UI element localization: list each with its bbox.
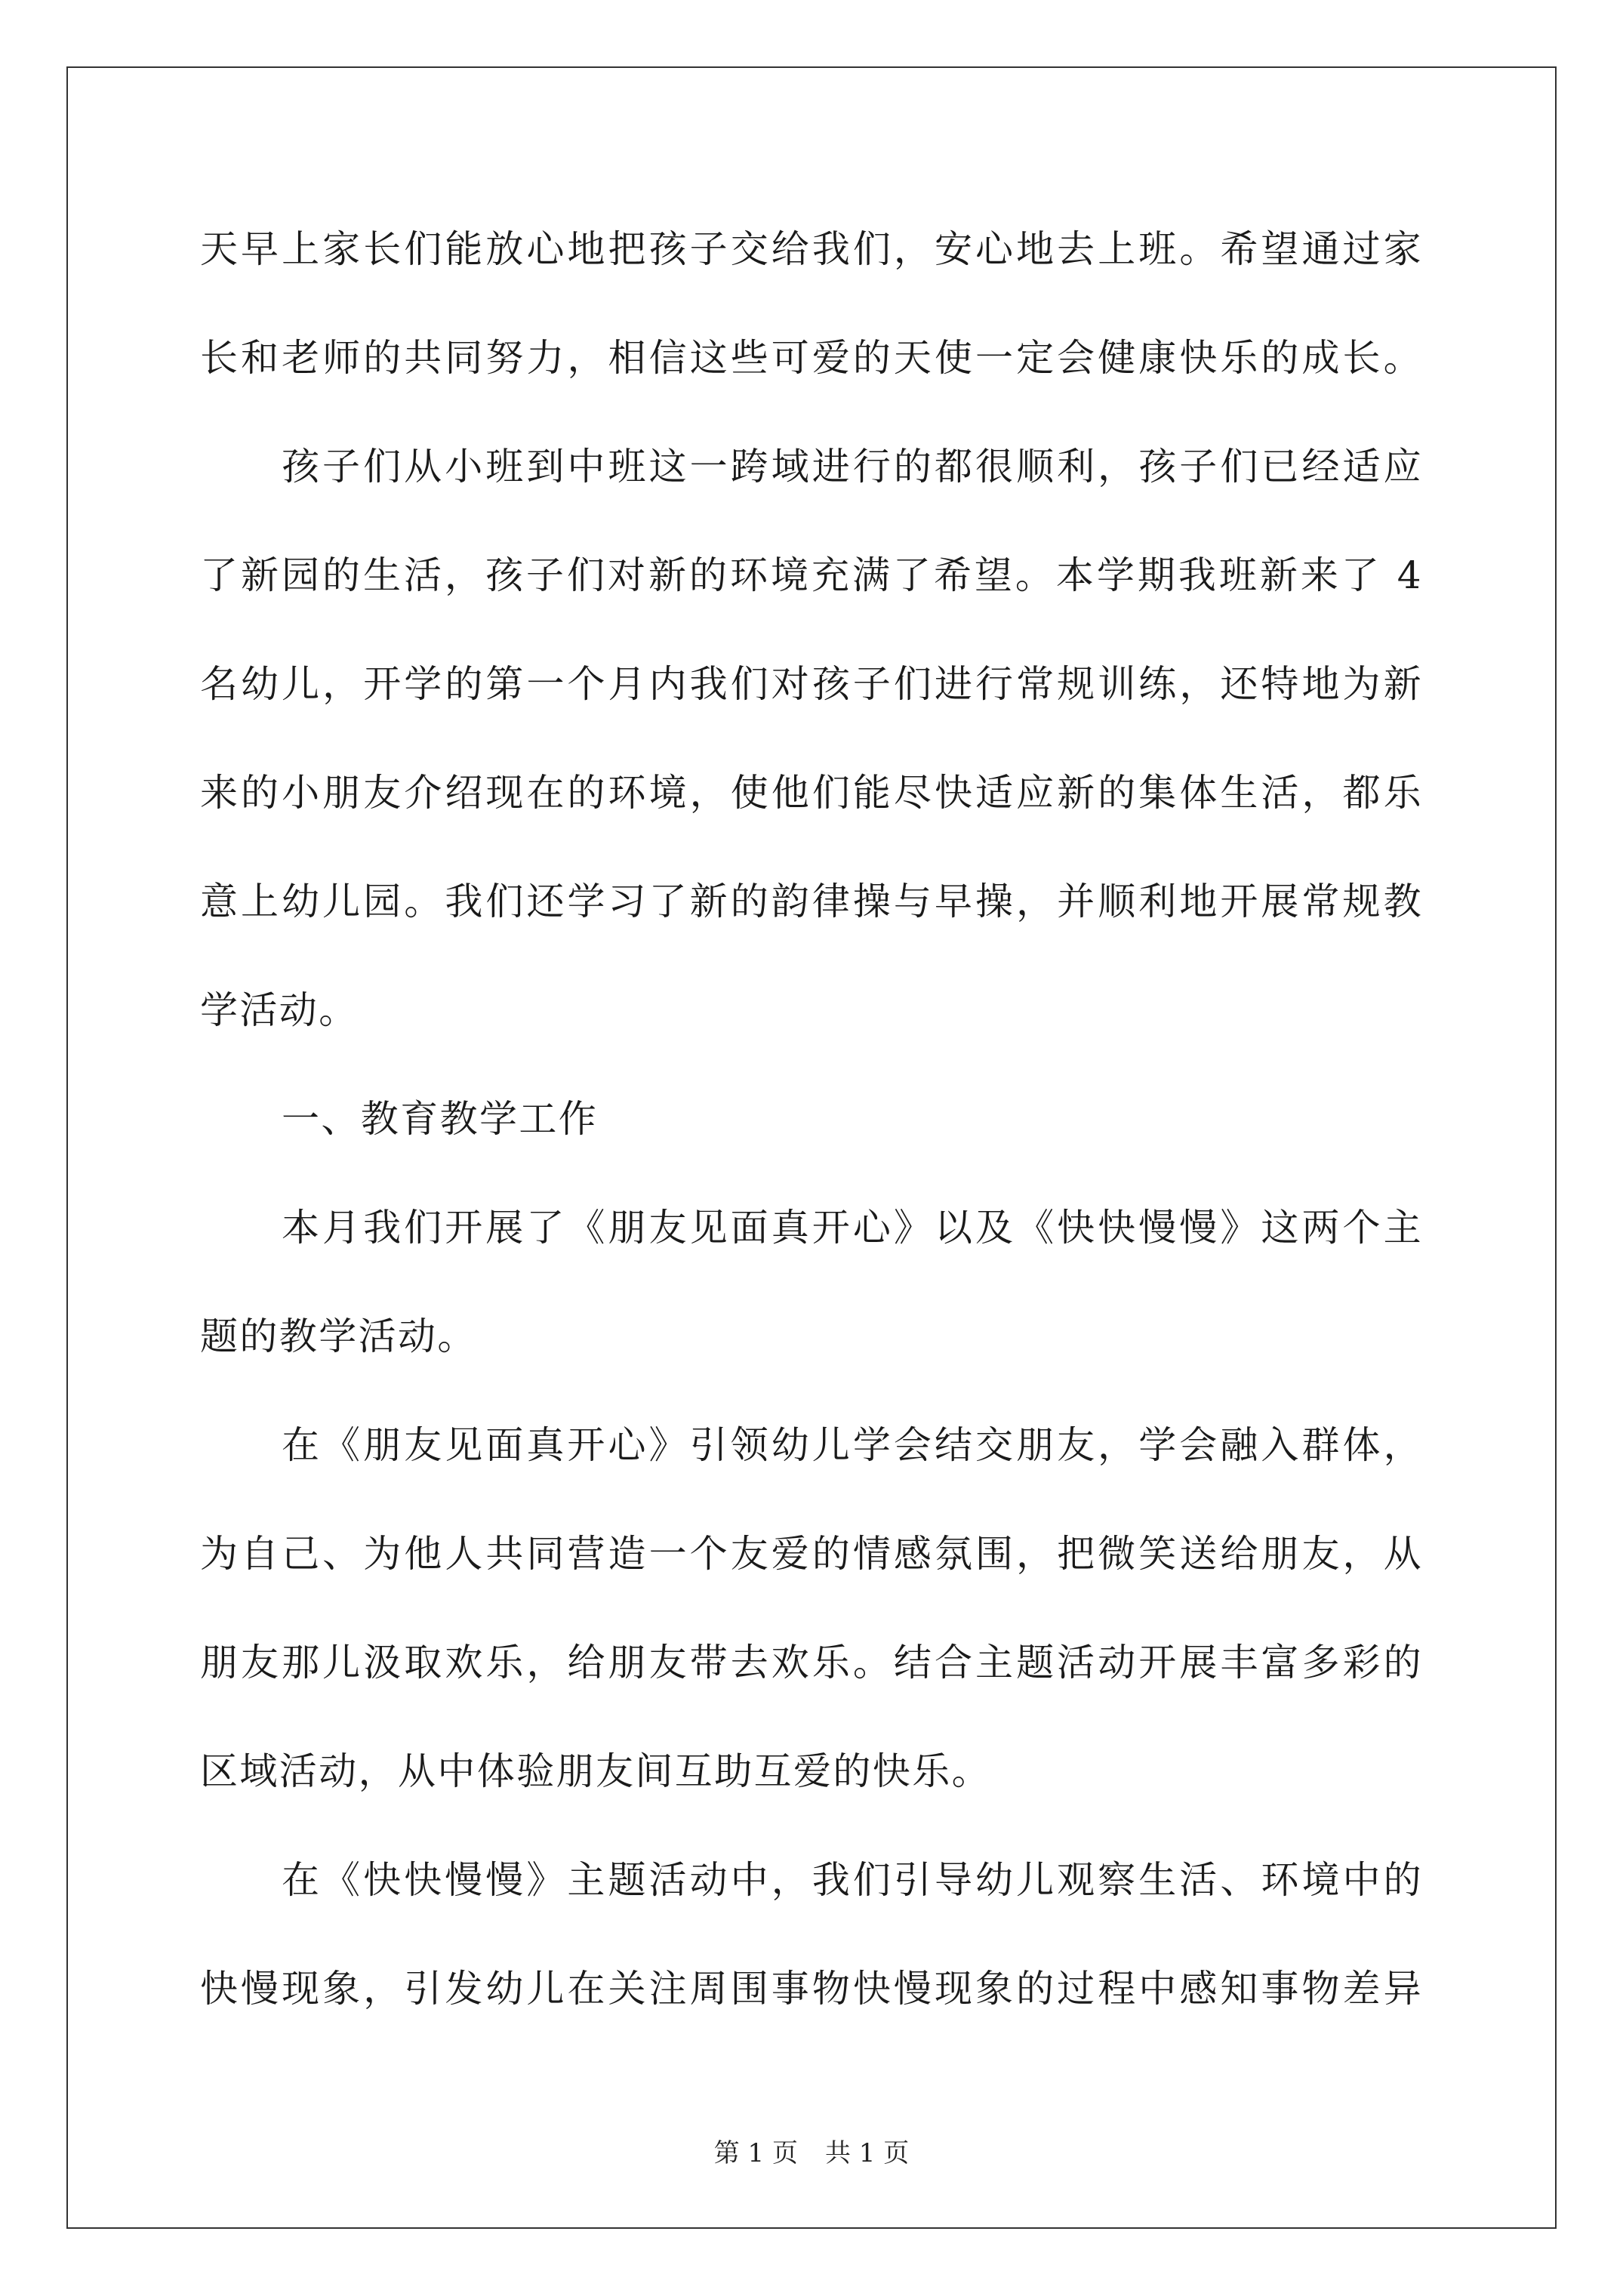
document-body — [200, 219, 1423, 2067]
page-number: 第 1 页 — [713, 2138, 798, 2168]
section-heading: 一、教育教学工作 — [282, 1097, 599, 1141]
text-line: 天早上家长们能放心地把孩子交给我们，安心地去上班。希望通过家 — [200, 227, 1423, 271]
text-line: 意上幼儿园。我们还学习了新的韵律操与早操，并顺利地开展常规教 — [200, 880, 1423, 923]
text-line: 了新园的生活，孩子们对新的环境充满了希望。本学期我班新来了 4 — [200, 553, 1423, 597]
text-line: 来的小朋友介绍现在的环境，使他们能尽快适应新的集体生活，都乐 — [200, 771, 1423, 815]
text-line: 快慢现象，引发幼儿在关注周围事物快慢现象的过程中感知事物差异 — [200, 1967, 1423, 2011]
text-line: 区域活动，从中体验朋友间互助互爱的快乐。 — [200, 1749, 991, 1793]
text-line: 长和老师的共同努力，相信这些可爱的天使一定会健康快乐的成长。 — [200, 336, 1423, 380]
text-line: 本月我们开展了《朋友见面真开心》以及《快快慢慢》这两个主 — [282, 1206, 1423, 1250]
page-total: 共 1 页 — [825, 2138, 910, 2168]
text-line: 题的教学活动。 — [200, 1314, 477, 1358]
text-line: 名幼儿，开学的第一个月内我们对孩子们进行常规训练，还特地为新 — [200, 662, 1423, 706]
page-footer — [0, 2138, 1623, 2168]
text-line: 在《快快慢慢》主题活动中，我们引导幼儿观察生活、环境中的 — [282, 1858, 1423, 1902]
text-line: 学活动。 — [200, 988, 359, 1032]
text-line: 朋友那儿汲取欢乐，给朋友带去欢乐。结合主题活动开展丰富多彩的 — [200, 1641, 1423, 1684]
text-line: 孩子们从小班到中班这一跨域进行的都很顺利，孩子们已经适应 — [282, 445, 1423, 488]
text-line: 为自己、为他人共同营造一个友爱的情感氛围，把微笑送给朋友，从 — [200, 1532, 1423, 1576]
text-line: 在《朋友见面真开心》引领幼儿学会结交朋友，学会融入群体， — [282, 1423, 1423, 1467]
